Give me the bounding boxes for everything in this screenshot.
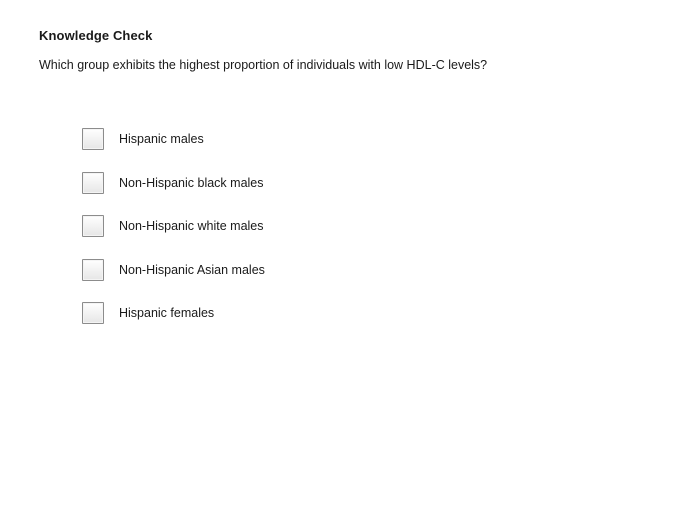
answer-checkbox[interactable] xyxy=(82,302,104,324)
answer-option-hispanic-males[interactable] xyxy=(82,126,265,152)
question-text: Which group exhibits the highest proportion of individuals with low HDL-C levels? xyxy=(39,58,488,72)
answer-checkbox[interactable] xyxy=(82,172,104,194)
answer-option-non-hispanic-black-males[interactable] xyxy=(82,170,265,196)
answer-checkbox[interactable] xyxy=(82,128,104,150)
answer-label[interactable]: Hispanic females xyxy=(119,306,215,320)
answer-options xyxy=(82,126,265,344)
answer-label[interactable]: Non-Hispanic Asian males xyxy=(119,262,265,277)
answer-checkbox[interactable] xyxy=(82,215,104,237)
answer-checkbox[interactable] xyxy=(82,259,104,281)
quiz-title: Knowledge Check xyxy=(39,28,153,43)
answer-option-non-hispanic-white-males[interactable] xyxy=(82,213,265,239)
answer-option-non-hispanic-asian-males[interactable] xyxy=(82,257,265,283)
answer-label[interactable]: Non-Hispanic white males xyxy=(119,219,264,233)
answer-option-hispanic-females[interactable] xyxy=(82,300,265,326)
answer-label[interactable]: Hispanic males xyxy=(119,132,204,146)
answer-label[interactable]: Non-Hispanic black males xyxy=(119,175,264,190)
